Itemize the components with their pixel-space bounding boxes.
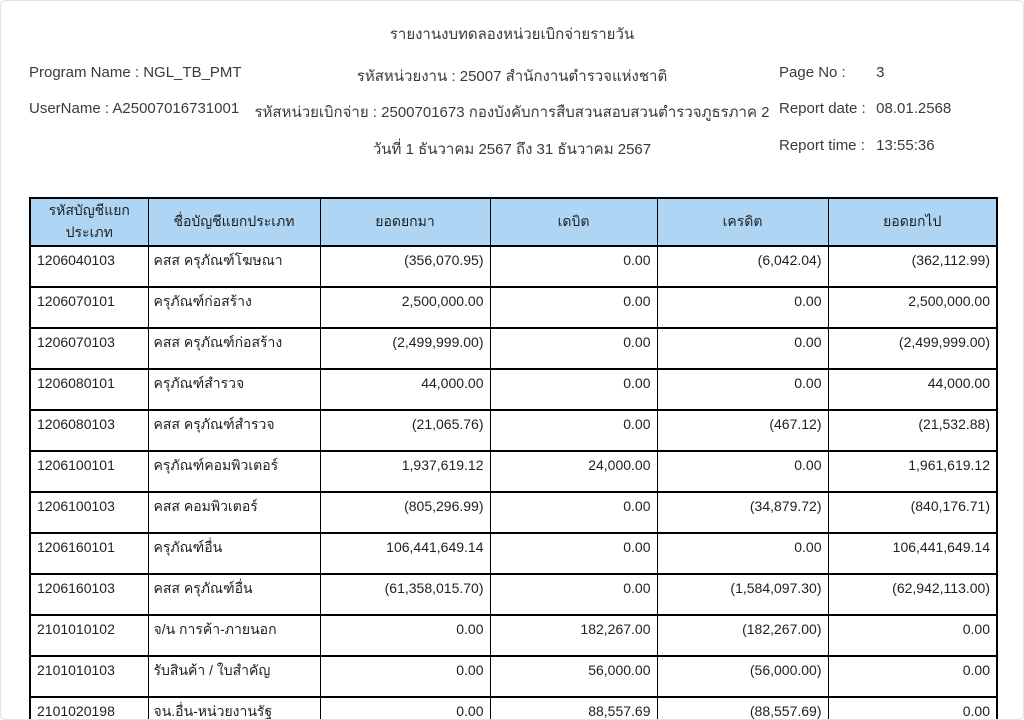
debit-cell: 0.00	[490, 246, 657, 287]
opening-balance-cell: 0.00	[320, 656, 490, 697]
account-name-cell: คสส ครุภัณฑ์อื่น	[148, 574, 320, 615]
debit-cell: 56,000.00	[490, 656, 657, 697]
username-label: UserName :	[29, 100, 110, 117]
opening-balance-cell: (805,296.99)	[320, 492, 490, 533]
table-row	[30, 451, 997, 492]
credit-cell: (56,000.00)	[657, 656, 828, 697]
closing-balance-cell: 1,961,619.12	[828, 451, 997, 492]
table-row	[30, 492, 997, 533]
opening-balance-cell: (2,499,999.00)	[320, 328, 490, 369]
account-code-cell: 1206160101	[30, 533, 148, 574]
closing-balance-cell: 106,441,649.14	[828, 533, 997, 574]
opening-balance-cell: 1,937,619.12	[320, 451, 490, 492]
credit-cell: 0.00	[657, 451, 828, 492]
opening-balance-cell: 0.00	[320, 697, 490, 720]
debit-cell: 24,000.00	[490, 451, 657, 492]
opening-balance-cell: 44,000.00	[320, 369, 490, 410]
col-header-closing-balance: ยอดยกไป	[828, 198, 997, 246]
account-code-cell: 2101010103	[30, 656, 148, 697]
closing-balance-cell: (2,499,999.00)	[828, 328, 997, 369]
debit-cell: 0.00	[490, 328, 657, 369]
header-row-1	[1, 64, 1023, 84]
debit-cell: 182,267.00	[490, 615, 657, 656]
closing-balance-cell: 44,000.00	[828, 369, 997, 410]
header-row-2	[1, 100, 1023, 120]
program-name-value: NGL_TB_PMT	[143, 64, 242, 81]
account-code-cell: 2101020198	[30, 697, 148, 720]
debit-cell: 88,557.69	[490, 697, 657, 720]
opening-balance-cell: (21,065.76)	[320, 410, 490, 451]
header-row-3	[1, 137, 1023, 157]
closing-balance-cell: (362,112.99)	[828, 246, 997, 287]
report-date-value: 08.01.2568	[876, 100, 952, 117]
report-time-field	[779, 137, 935, 154]
account-name-cell: คสส ครุภัณฑ์โฆษณา	[148, 246, 320, 287]
username-value: A25007016731001	[112, 100, 240, 117]
table-header-row	[30, 198, 997, 246]
credit-cell: (467.12)	[657, 410, 828, 451]
table-row	[30, 656, 997, 697]
account-name-cell: คสส ครุภัณฑ์สำรวจ	[148, 410, 320, 451]
account-name-cell: จ/น การค้า-ภายนอก	[148, 615, 320, 656]
col-header-account-name: ชื่อบัญชีแยกประเภท	[148, 198, 320, 246]
page-no-field	[779, 64, 885, 81]
closing-balance-cell: (21,532.88)	[828, 410, 997, 451]
debit-cell: 0.00	[490, 574, 657, 615]
page-no-label: Page No :	[779, 64, 846, 81]
credit-cell: (182,267.00)	[657, 615, 828, 656]
credit-cell: (6,042.04)	[657, 246, 828, 287]
table-row	[30, 533, 997, 574]
table-row	[30, 697, 997, 720]
report-date-field	[779, 100, 951, 117]
closing-balance-cell: 0.00	[828, 615, 997, 656]
account-code-cell: 1206040103	[30, 246, 148, 287]
col-header-debit: เดบิต	[490, 198, 657, 246]
table-row	[30, 574, 997, 615]
credit-cell: 0.00	[657, 533, 828, 574]
account-name-cell: ครุภัณฑ์ก่อสร้าง	[148, 287, 320, 328]
page-no-value: 3	[876, 64, 885, 81]
closing-balance-cell: 2,500,000.00	[828, 287, 997, 328]
table-row	[30, 615, 997, 656]
agency-code-line: รหัสหน่วยงาน : 25007 สำนักงานตำรวจแห่งชาติ	[356, 68, 668, 85]
account-name-cell: คสส คอมพิวเตอร์	[148, 492, 320, 533]
credit-cell: 0.00	[657, 369, 828, 410]
account-code-cell: 2101010102	[30, 615, 148, 656]
report-date-label: Report date :	[779, 100, 866, 117]
account-code-cell: 1206100101	[30, 451, 148, 492]
opening-balance-cell: 2,500,000.00	[320, 287, 490, 328]
debit-cell: 0.00	[490, 410, 657, 451]
account-name-cell: คสส ครุภัณฑ์ก่อสร้าง	[148, 328, 320, 369]
account-name-cell: ครุภัณฑ์อื่น	[148, 533, 320, 574]
closing-balance-cell: (62,942,113.00)	[828, 574, 997, 615]
account-code-cell: 1206160103	[30, 574, 148, 615]
date-range-line: วันที่ 1 ธันวาคม 2567 ถึง 31 ธันวาคม 2567	[372, 141, 652, 158]
table-row	[30, 246, 997, 287]
trial-balance-table	[29, 197, 998, 720]
opening-balance-cell: (61,358,015.70)	[320, 574, 490, 615]
opening-balance-cell: (356,070.95)	[320, 246, 490, 287]
account-code-cell: 1206070101	[30, 287, 148, 328]
report-time-value: 13:55:36	[876, 137, 935, 154]
opening-balance-cell: 106,441,649.14	[320, 533, 490, 574]
account-name-cell: ครุภัณฑ์คอมพิวเตอร์	[148, 451, 320, 492]
account-code-cell: 1206080101	[30, 369, 148, 410]
opening-balance-cell: 0.00	[320, 615, 490, 656]
debit-cell: 0.00	[490, 492, 657, 533]
debit-cell: 0.00	[490, 369, 657, 410]
disbursement-code-line: รหัสหน่วยเบิกจ่าย : 2500701673 กองบังคับการสืบสวนสอบสวนตำรวจภูธรภาค 2	[254, 104, 770, 121]
closing-balance-cell: 0.00	[828, 656, 997, 697]
program-name-label: Program Name :	[29, 64, 140, 81]
credit-cell: 0.00	[657, 328, 828, 369]
closing-balance-cell: (840,176.71)	[828, 492, 997, 533]
col-header-credit: เครดิต	[657, 198, 828, 246]
credit-cell: (88,557.69)	[657, 697, 828, 720]
account-code-cell: 1206100103	[30, 492, 148, 533]
col-header-account-code: รหัสบัญชีแยกประเภท	[30, 198, 148, 246]
table-body	[30, 246, 997, 720]
credit-cell: 0.00	[657, 287, 828, 328]
account-name-cell: รับสินค้า / ใบสำคัญ	[148, 656, 320, 697]
table-row	[30, 410, 997, 451]
account-name-cell: ครุภัณฑ์สำรวจ	[148, 369, 320, 410]
account-name-cell: จน.อื่น-หน่วยงานรัฐ	[148, 697, 320, 720]
table-row	[30, 328, 997, 369]
closing-balance-cell: 0.00	[828, 697, 997, 720]
col-header-opening-balance: ยอดยกมา	[320, 198, 490, 246]
credit-cell: (1,584,097.30)	[657, 574, 828, 615]
table-row	[30, 287, 997, 328]
account-code-cell: 1206080103	[30, 410, 148, 451]
debit-cell: 0.00	[490, 287, 657, 328]
report-time-label: Report time :	[779, 137, 865, 154]
table-row	[30, 369, 997, 410]
account-code-cell: 1206070103	[30, 328, 148, 369]
debit-cell: 0.00	[490, 533, 657, 574]
credit-cell: (34,879.72)	[657, 492, 828, 533]
report-title: รายงานงบทดลองหน่วยเบิกจ่ายรายวัน	[389, 26, 635, 43]
